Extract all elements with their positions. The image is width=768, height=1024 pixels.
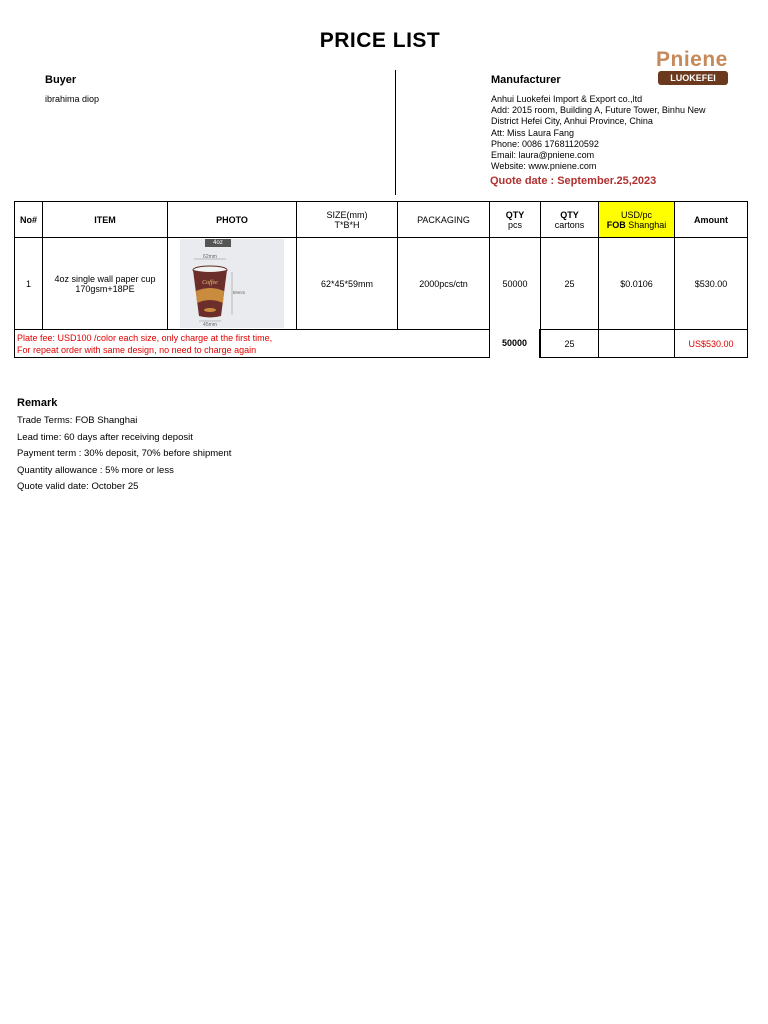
header-item: ITEM <box>43 202 168 238</box>
header-usd-port: Shanghai <box>625 219 667 230</box>
cell-photo <box>168 238 297 330</box>
cell-amount: $530.00 <box>675 238 748 330</box>
plate-fee-note <box>15 330 541 358</box>
item-name: 4oz single wall paper cup <box>54 273 156 284</box>
plate-fee-line2: For repeat order with same design, no need to charge again <box>17 344 257 355</box>
company-logo <box>652 46 732 90</box>
photo-side-dim: 59mm <box>232 290 246 295</box>
cell-usd-pc: $0.0106 <box>599 238 675 330</box>
cell-qty-pcs: 50000 <box>490 238 541 330</box>
header-size <box>297 202 398 238</box>
cell-packaging: 2000pcs/ctn <box>398 238 490 330</box>
photo-top-dim: 62mm <box>203 254 217 260</box>
table-row <box>15 238 748 330</box>
quote-date: Quote date : September.25,2023 <box>490 175 657 187</box>
header-photo: PHOTO <box>168 202 297 238</box>
manufacturer-details <box>491 94 705 172</box>
remark-list <box>17 413 231 496</box>
section-divider <box>395 70 396 195</box>
remark-line: Payment term : 30% deposit, 70% before shipment <box>17 448 232 459</box>
total-qty-pcs: 50000 <box>489 329 540 358</box>
manufacturer-line: Anhui Luokefei Import & Export co.,ltd <box>491 94 643 104</box>
cell-no: 1 <box>15 238 43 330</box>
remark-heading: Remark <box>17 397 58 409</box>
photo-size-tag: 4oz <box>205 239 231 247</box>
page-title: PRICE LIST <box>319 29 441 52</box>
manufacturer-line: District Hefei City, Anhui Province, China <box>491 116 653 127</box>
table-header-row <box>15 202 748 238</box>
manufacturer-label: Manufacturer <box>491 74 561 86</box>
remark-line: Quantity allowance : 5% more or less <box>17 464 174 476</box>
product-photo <box>180 239 284 328</box>
header-size-line1: SIZE(mm) <box>326 209 368 220</box>
manufacturer-line: Add: 2015 room, Building A, Future Tower, Binhu New <box>491 105 706 116</box>
header-qty-pcs-line1: QTY <box>505 209 525 220</box>
photo-bottom-dim: 45mm <box>203 322 217 328</box>
total-amount: US$530.00 <box>675 330 748 358</box>
header-qty-cartons-line1: QTY <box>560 209 579 220</box>
header-qty-pcs <box>490 202 541 238</box>
header-usd-pc <box>599 202 675 238</box>
logo-badge: LUOKEFEI <box>658 71 728 85</box>
buyer-name: ibrahima diop <box>45 94 100 104</box>
logo-wordmark: Pniene <box>656 48 728 71</box>
price-table <box>14 201 748 358</box>
header-packaging: PACKAGING <box>398 202 490 238</box>
table-total-row <box>15 330 748 358</box>
header-no: No# <box>15 202 43 238</box>
manufacturer-line: Phone: 0086 17681120592 <box>491 138 599 149</box>
header-usd-line2 <box>601 220 672 230</box>
total-qty-cartons: 25 <box>541 330 599 358</box>
plate-fee-line1: Plate fee: USD100 /color each size, only charge at the first time, <box>17 332 273 343</box>
remark-line: Lead time: 60 days after receiving deposit <box>17 431 193 443</box>
cell-size: 62*45*59mm <box>297 238 398 330</box>
manufacturer-line: Email: laura@pniene.com <box>491 150 595 161</box>
header-size-line2: T*B*H <box>334 219 360 230</box>
manufacturer-line: Website: www.pniene.com <box>491 161 597 172</box>
buyer-label: Buyer <box>45 74 77 86</box>
cell-qty-cartons: 25 <box>541 238 599 330</box>
header-usd-line1: USD/pc <box>620 209 652 220</box>
remark-line: Trade Terms: FOB Shanghai <box>17 415 138 426</box>
header-usd-fob: FOB <box>606 219 626 230</box>
manufacturer-line: Att: Miss Laura Fang <box>491 127 575 138</box>
svg-text:Coffee: Coffee <box>202 280 218 286</box>
item-spec: 170gsm+18PE <box>75 283 135 294</box>
header-qty-pcs-line2: pcs <box>507 219 522 230</box>
remark-line: Quote valid date: October 25 <box>17 481 139 492</box>
cell-item <box>43 238 168 330</box>
paper-cup-image <box>180 239 284 328</box>
header-qty-cartons <box>541 202 599 238</box>
total-usd-pc <box>599 330 675 358</box>
header-qty-cartons-line2: cartons <box>554 219 585 230</box>
header-amount: Amount <box>675 202 748 238</box>
